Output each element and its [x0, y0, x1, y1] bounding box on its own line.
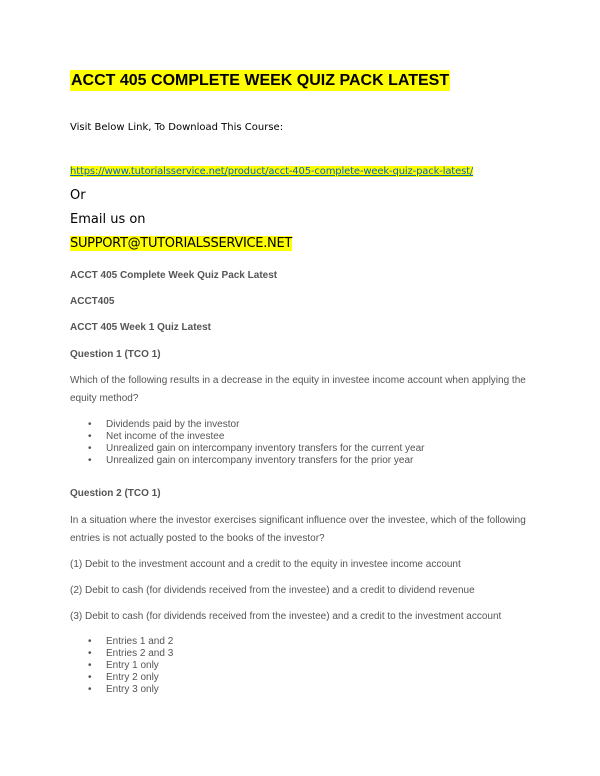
entry-line: (2) Debit to cash (for dividends received from the investee) and a credit to dividend revenue	[70, 585, 475, 596]
course-name: ACCT 405 Complete Week Quiz Pack Latest	[70, 270, 278, 281]
course-link[interactable]: https://www.tutorialsservice.net/product/acct-405-complete-week-quiz-pack-latest/	[70, 166, 474, 177]
answer-option: • Unrealized gain on intercompany inventory transfers for the current year	[70, 443, 425, 455]
answer-option: • Net income of the investee	[70, 431, 425, 443]
answer-options-list	[70, 419, 425, 467]
question-heading: Question 2 (TCO 1)	[70, 488, 161, 499]
intro-text: Visit Below Link, To Download This Course:	[70, 122, 284, 133]
or-text: Or	[70, 188, 86, 203]
answer-option: • Dividends paid by the investor	[70, 419, 425, 431]
question-text-line: Which of the following results in a decrease in the equity in investee income account when applying the	[70, 375, 526, 386]
answer-option: • Entry 2 only	[70, 672, 173, 684]
question-heading: Question 1 (TCO 1)	[70, 349, 161, 360]
question-text-line: In a situation where the investor exercises significant influence over the investee, which of the following	[70, 515, 526, 526]
question-text-line: equity method?	[70, 393, 139, 404]
document-title: ACCT 405 COMPLETE WEEK QUIZ PACK LATEST	[71, 72, 450, 89]
answer-option: • Entries 2 and 3	[70, 648, 173, 660]
answer-option: • Entry 1 only	[70, 660, 173, 672]
support-email[interactable]: SUPPORT@TUTORIALSSERVICE.NET	[70, 236, 293, 251]
email-lead-text: Email us on	[70, 212, 146, 227]
answer-option: • Entries 1 and 2	[70, 636, 173, 648]
week-heading: ACCT 405 Week 1 Quiz Latest	[70, 322, 211, 333]
answer-option: • Unrealized gain on intercompany inventory transfers for the prior year	[70, 455, 425, 467]
entry-line: (1) Debit to the investment account and a credit to the equity in investee income account	[70, 559, 461, 570]
answer-options-list	[70, 636, 173, 696]
course-code: ACCT405	[70, 296, 115, 307]
question-text-line: entries is not actually posted to the books of the investor?	[70, 533, 325, 544]
answer-option: • Entry 3 only	[70, 684, 173, 696]
entry-line: (3) Debit to cash (for dividends received from the investee) and a credit to the investment account	[70, 611, 502, 622]
